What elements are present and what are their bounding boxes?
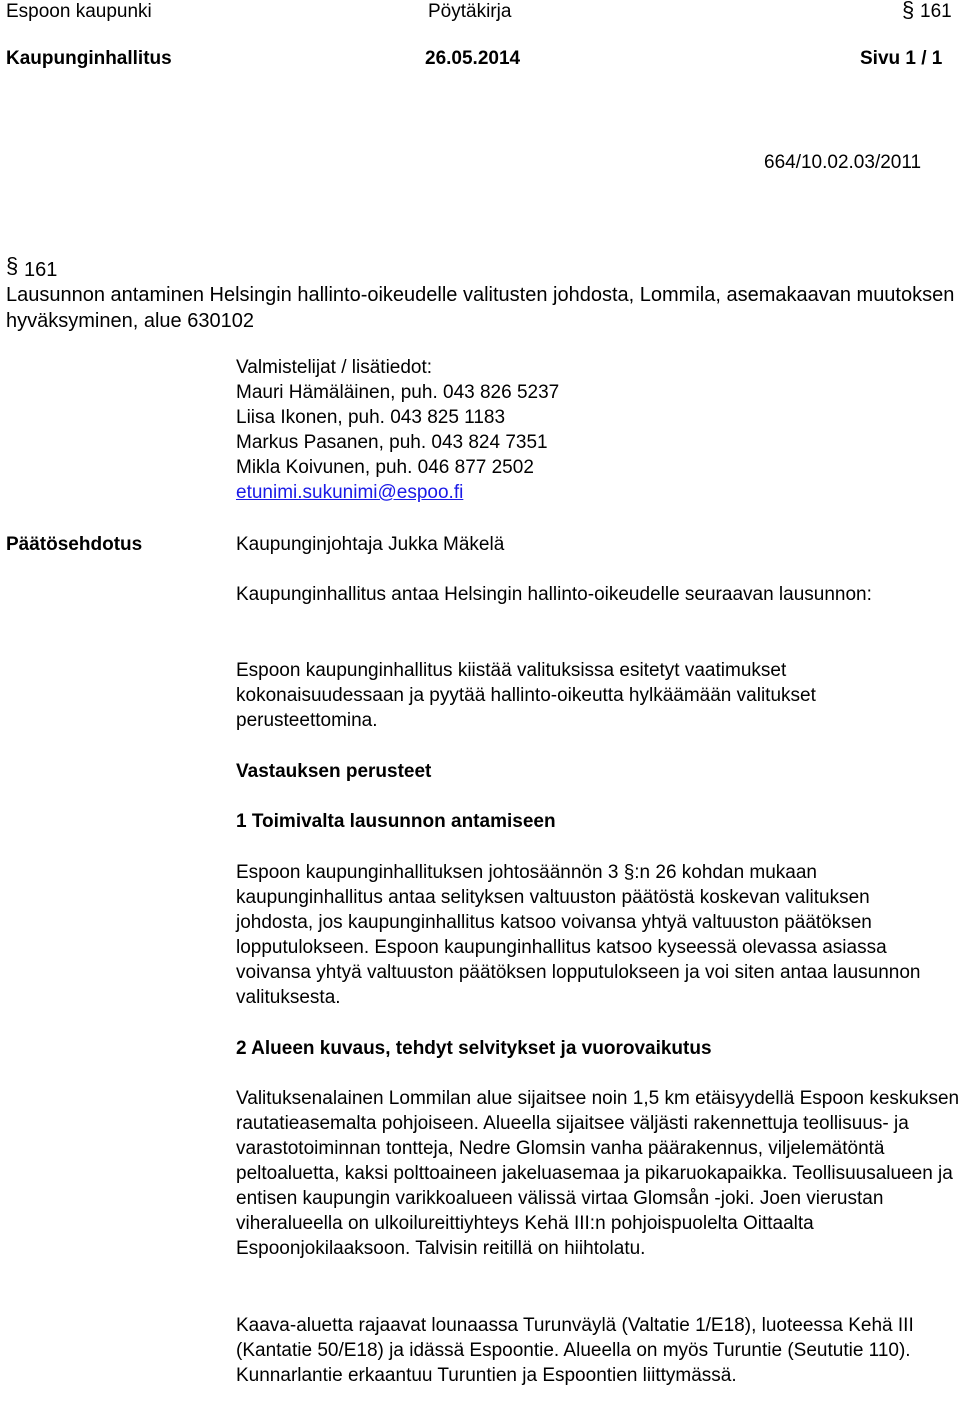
contacts-block — [236, 355, 960, 505]
proposer: Kaupunginjohtaja Jukka Mäkelä — [236, 534, 505, 555]
section-2-text-1: Valituksenalainen Lommilan alue sijaitsee noin 1,5 km etäisyydellä Espoon keskuksen rautatieasemalta pohjoiseen. Alueella sijaitsee väljästi rakennettuja teollisuus- ja varastotoiminnan tontteja, Nedre Glomsin vanha päärakennus, viljelemätöntä peltoaluetta, kaksi polttoaineen jakeluasemaa ja pikaruokapaikka. Teollisuusalueen ja entisen kaupungin varikkoalueen välissä virtaa Glomsån -joki. Joen vierustan viheralueella on ulkoilureittiyhteys Kehä III:n pohjoispuolelta Oittaalta Espoonjokilaaksoon. Talvisin reitillä on hiihtolatu. — [236, 1088, 960, 1259]
contact-person: Mikla Koivunen, puh. 046 877 2502 — [236, 457, 534, 478]
page-number: Sivu 1 / 1 — [860, 48, 943, 69]
section-number: 161 — [24, 259, 58, 281]
section-2-text-2: Kaava-aluetta rajaavat lounaassa Turunväylä (Valtatie 1/E18), luoteessa Kehä III (Kantatie 50/E18) ja idässä Espoontie. Alueella on myös Turuntie (Seututie 110). Kunnarlantie erkaantuu Turuntien ja Espoontien liittymässä. — [236, 1315, 914, 1386]
contact-person: Markus Pasanen, puh. 043 824 7351 — [236, 432, 548, 453]
record-id: 664/10.02.03/2011 — [764, 152, 922, 173]
contact-person: Liisa Ikonen, puh. 043 825 1183 — [236, 407, 506, 428]
section-mark: § — [6, 253, 19, 278]
section-1-text: Espoon kaupunginhallituksen johtosäännön 3 §:n 26 kohdan mukaan kaupunginhallitus antaa selityksen valtuuston päätöstä koskevan valituksen johdosta, jos kaupunginhallitus katsoo voivansa yhtyä valtuuston päätöksen lopputulokseen. Espoon kaupunginhallitus katsoo kyseessä olevassa asiassa voivansa yhtyä valtuuston päätöksen lopputulokseen ja voi siten antaa lausunnon valituksesta. — [236, 862, 921, 1008]
item-title: Lausunnon antaminen Helsingin hallinto-oikeudelle valitusten johdosta, Lommila, asemakaavan muutoksen hyväksyminen, alue 630102 — [6, 284, 955, 332]
document-type: Pöytäkirja — [428, 1, 512, 22]
proposal-intro: Kaupunginhallitus antaa Helsingin hallinto-oikeudelle seuraavan lausunnon: — [236, 584, 872, 605]
meeting-date: 26.05.2014 — [425, 48, 521, 69]
proposal-statement: Espoon kaupunginhallitus kiistää valituksissa esitetyt vaatimukset kokonaisuudessaan ja pyytää hallinto-oikeutta hylkäämään valitukset perusteettomina. — [236, 660, 816, 731]
grounds-heading: Vastauksen perusteet — [236, 761, 432, 782]
organization-name: Espoon kaupunki — [6, 1, 152, 22]
section-1-heading: 1 Toimivalta lausunnon antamiseen — [236, 811, 556, 832]
section-2-heading: 2 Alueen kuvaus, tehdyt selvitykset ja vuorovaikutus — [236, 1038, 712, 1059]
section-mark-header: § — [902, 0, 915, 22]
contact-person: Mauri Hämäläinen, puh. 043 826 5237 — [236, 382, 560, 403]
email-link[interactable]: etunimi.sukunimi@espoo.fi — [236, 482, 464, 503]
proposal-label: Päätösehdotus — [6, 534, 143, 555]
governing-body: Kaupunginhallitus — [6, 48, 172, 69]
section-number-header: 161 — [920, 1, 952, 22]
contacts-heading: Valmistelijat / lisätiedot: — [236, 357, 433, 378]
